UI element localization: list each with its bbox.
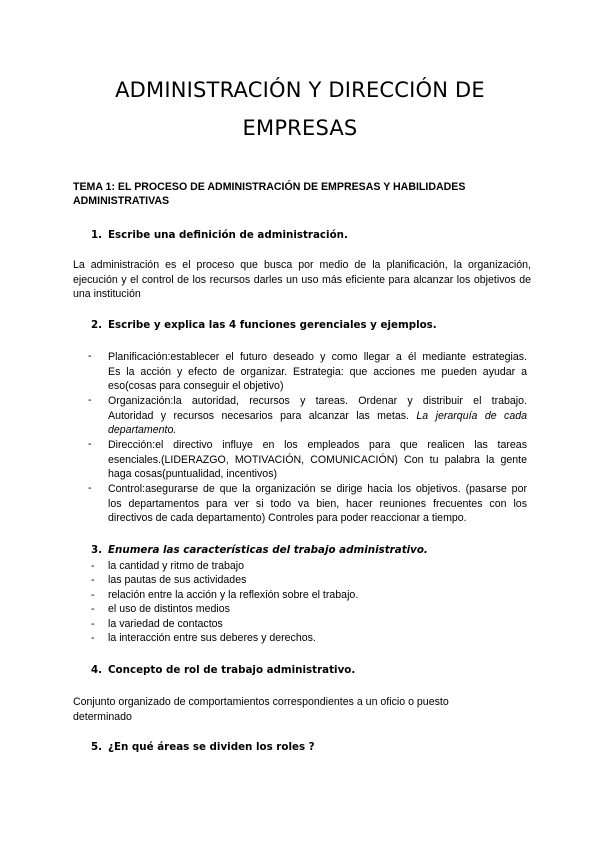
- bullet-italic-text-end: departamento.: [108, 424, 177, 437]
- bullet-dash: -: [88, 350, 92, 362]
- bullet-line: los departamentos para ver si todo va bien, hacer reuniones frecuentes con los: [108, 497, 527, 510]
- list-item: la interacción entre sus deberes y derechos.: [108, 632, 316, 644]
- question-2: [91, 319, 437, 331]
- question-2-number: 2.: [91, 319, 103, 331]
- bullet-italic-text: La jerarquía de cada: [416, 409, 527, 422]
- list-item: el uso de distintos medios: [108, 603, 230, 615]
- bullet-planificacion: [108, 350, 527, 394]
- list-dash: -: [91, 603, 95, 615]
- bullet-line: directivos de cada departamento) Controles para poder reaccionar a tiempo.: [108, 512, 467, 525]
- bullet-dash: -: [88, 438, 92, 450]
- question-5-number: 5.: [91, 741, 103, 753]
- bullet-line: [108, 423, 527, 438]
- question-3: [91, 544, 428, 556]
- question-3-number: 3.: [91, 544, 103, 556]
- section-heading-line2: ADMINISTRATIVAS: [73, 195, 170, 208]
- bullet-dash: -: [88, 394, 92, 406]
- question-4: [91, 664, 355, 676]
- section-heading: [73, 180, 533, 208]
- bullet-line: Planificación:establecer el futuro deseado y como llegar a él mediante estrategias.: [108, 351, 527, 363]
- question-4-number: 4.: [91, 664, 103, 676]
- question-1: [91, 229, 348, 241]
- answer-4-line1: Conjunto organizado de comportamientos correspondientes a un oficio o puesto: [73, 696, 449, 708]
- bullet-direccion: [108, 438, 527, 482]
- bullet-line: Control:asegurarse de que la organización se dirige hacia los objetivos. (pasarse por: [108, 483, 527, 495]
- list-item: relación entre la acción y la reflexión sobre el trabajo.: [108, 589, 359, 601]
- bullet-line-text: Autoridad y recursos necesarios para alcanzar las metas.: [108, 409, 409, 422]
- list-dash: -: [91, 589, 95, 601]
- answer-1: La administración es el proceso que busca por medio de la planificación, la organización, ejecución y el control de los recursos darles un uso más eficiente para alcanzar los objetivos de una institución: [73, 259, 531, 301]
- bullet-line: Organización:la autoridad, recursos y tareas. Ordenar y distribuir el trabajo.: [108, 395, 527, 407]
- list-item: las pautas de sus actividades: [108, 574, 247, 586]
- question-5: [91, 741, 315, 753]
- list-item: la variedad de contactos: [108, 618, 223, 630]
- question-1-text: Escribe una definición de administración.: [108, 229, 348, 241]
- list-dash: -: [91, 632, 95, 644]
- question-4-text: Concepto de rol de trabajo administrativo.: [108, 664, 356, 676]
- bullet-line: haga cosas(puntualidad, incentivos): [108, 468, 278, 481]
- question-5-text: ¿En qué áreas se dividen los roles ?: [108, 741, 315, 753]
- bullet-organizacion: [108, 394, 527, 438]
- section-heading-line1: TEMA 1: EL PROCESO DE ADMINISTRACIÓN DE EMPRESAS Y HABILIDADES: [73, 181, 466, 193]
- document-title-line1: ADMINISTRACIÓN Y DIRECCIÓN DE: [115, 78, 485, 102]
- bullet-line: [108, 409, 527, 424]
- bullet-line: esenciales.(LIDERAZGO, MOTIVACIÓN, COMUNICACIÓN) Con tu palabra la gente: [108, 453, 527, 466]
- answer-4: [73, 695, 531, 724]
- list-dash: -: [91, 574, 95, 586]
- question-2-text: Escribe y explica las 4 funciones gerenciales y ejemplos.: [108, 319, 437, 331]
- list-dash: -: [91, 560, 95, 572]
- bullet-control: [108, 482, 527, 526]
- bullet-dash: -: [88, 482, 92, 494]
- bullet-line: eso(cosas para conseguir el objetivo): [108, 380, 284, 393]
- bullet-line: Dirección:el directivo influye en los empleados para que realicen las tareas: [108, 439, 527, 451]
- list-item: la cantidad y ritmo de trabajo: [108, 560, 245, 572]
- question-3-text: Enumera las características del trabajo administrativo.: [108, 544, 428, 556]
- answer-4-line2: determinado: [73, 710, 132, 723]
- document-title-line2: EMPRESAS: [242, 116, 358, 140]
- list-dash: -: [91, 618, 95, 630]
- bullet-line: Es la acción y efecto de organizar. Estrategia: que acciones me pueden ayudar a: [108, 365, 527, 378]
- question-1-number: 1.: [91, 229, 103, 241]
